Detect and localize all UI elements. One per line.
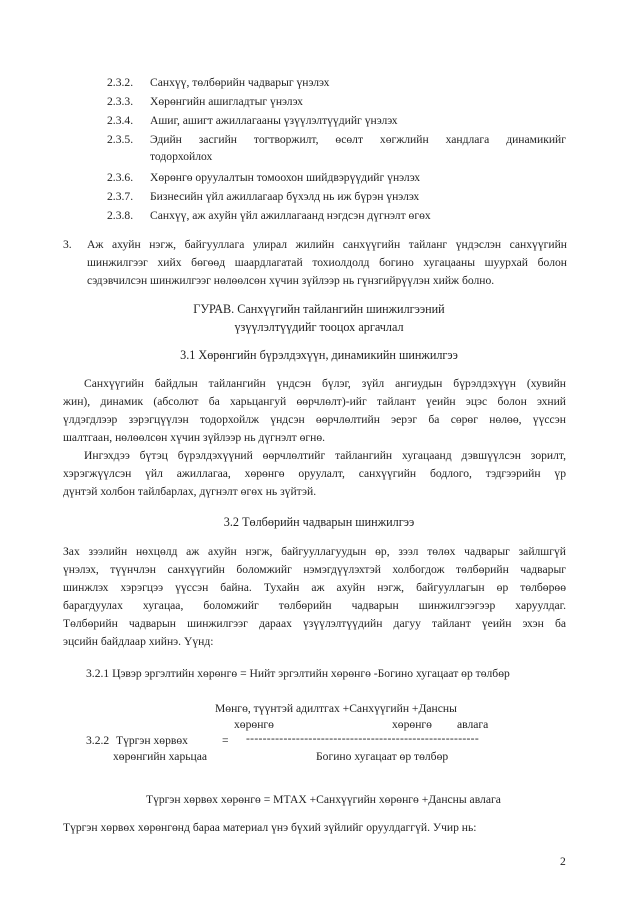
- section-title: 3.1 Хөрөнгийн бүрэлдэхүүн, динамикийн шинжилгээ: [180, 348, 458, 362]
- paragraph-line: Санхүүгийн байдлын тайлангийн үндсэн бүлэг, зүйл ангиудын бүрэлдэхүүн (хувийн: [84, 377, 566, 390]
- chapter-subtitle: үзүүлэлтүүдийг тооцох аргачлал: [234, 320, 404, 334]
- paragraph-line: шинжилгээг хийх бөгөөд шаардлагатай тохиолдолд богино хугацааны шуурхай болон: [87, 256, 567, 269]
- toc-item: Санхүү, төлбөрийн чадварыг үнэлэх: [150, 76, 330, 89]
- paragraph-line: хэрэгжүүлсэн үйл ажиллагаа, хөрөнгө оруулалт, санхүүгийн бодлого, тэдгээрийн үр: [63, 467, 566, 480]
- chapter-title: ГУРАВ. Санхүүгийн тайлангийн шинжилгээний: [193, 302, 445, 316]
- paragraph-line: жин), динамик (абсолют ба харьцангуй өөрчлөлт)-ийг тайлант үеийн эцэс болон эхний: [63, 395, 566, 408]
- page-number: 2: [560, 855, 566, 868]
- toc-item: Бизнесийн үйл ажиллагаар бүхэлд нь иж бүрэн үнэлэх: [150, 190, 420, 203]
- toc-item: Хөрөнгийн ашигладтыг үнэлэх: [150, 95, 303, 108]
- formula-numerator-sub: авлага: [457, 718, 489, 731]
- toc-number: 2.3.3.: [107, 95, 134, 108]
- toc-number: 2.3.8.: [107, 209, 134, 222]
- toc-item: Санхүү, аж ахуйн үйл ажиллагаанд нэгдсэн дүгнэлт өгөх: [150, 209, 431, 222]
- formula-fraction-line: --------------------------------------------------------: [246, 732, 480, 745]
- toc-number: 2.3.6.: [107, 171, 134, 184]
- toc-number: 2.3.7.: [107, 190, 134, 203]
- paragraph-line: шалтгаан, нөлөөлсөн хүчин зүйлээр нь дүгнэлт өгнө.: [63, 431, 326, 444]
- paragraph-line: сэдэвчилсэн шинжилгээг нөлөөлсөн хүчин зүйлээр нь гүнзгийрүүлэн хийж болно.: [87, 274, 495, 287]
- paragraph-line: Ингэхдээ бүтэц бүрэлдэхүүний өөрчлөлтийг тайлангийн хугацаанд дэвшүүлсэн зорилт,: [84, 449, 566, 462]
- section-title: 3.2 Төлбөрийн чадварын шинжилгээ: [223, 515, 415, 529]
- toc-item: Ашиг, ашигт ажиллагааны үзүүлэлтүүдийг үнэлэх: [150, 114, 398, 127]
- paragraph-line: эцсийн байдлаар хийнэ. Үүнд:: [63, 635, 214, 648]
- paragraph-line: дүнтэй холбон тайлбарлах, дүгнэлт өгөх нь зүйтэй.: [63, 485, 317, 498]
- formula-denominator: Богино хугацаат өр төлбөр: [316, 750, 449, 763]
- paragraph-line: Аж ахуйн нэгж, байгууллага улирал жилийн санхүүгийн тайланг үндэслэн санхүүгийн: [87, 238, 567, 251]
- paragraph-line: Зах зээлийн нөхцөлд аж ахуйн нэгж, байгууллагуудын өр, зээл төлөх чадварыг зайлшгүй: [63, 545, 566, 558]
- formula-net-working-capital: 3.2.1 Цэвэр эргэлтийн хөрөнгө = Нийт эргэлтийн хөрөнгө -Богино хугацаат өр төлбөр: [86, 667, 510, 680]
- paragraph-line: шинжлэх хэрэгцээ үүссэн байна. Тухайн аж ахуйн нэгж, байгууллагын өр төлбөрөө: [63, 581, 566, 594]
- toc-number: 2.3.2.: [107, 76, 134, 89]
- formula-quick-assets: Түргэн хөрвөх хөрөнгө = МТАХ +Санхүүгийн хөрөнгө +Дансны авлага: [146, 793, 501, 806]
- paragraph-line: Түргэн хөрвөх хөрөнгөнд бараа материал үнэ бүхий зүйлийг оруулдаггүй. Учир нь:: [63, 821, 477, 834]
- formula-label: Түргэн хөрвөх: [116, 734, 188, 747]
- toc-number: 2.3.5.: [107, 133, 134, 146]
- formula-equals: =: [222, 734, 229, 747]
- formula-numerator: Мөнгө, түүнтэй адилтгах +Санхүүгийн +Дансны: [215, 702, 457, 715]
- paragraph-line: үлдэгдлээр зэрэгцүүлэн тодорхойлж үндсэн өөрчлөлтийн эерэг ба сөрөг нөлөө, үүссэн: [63, 413, 566, 426]
- toc-number: 2.3.4.: [107, 114, 134, 127]
- formula-numerator-sub: хөрөнгө: [392, 718, 432, 731]
- list-number: 3.: [63, 238, 72, 251]
- formula-numerator-sub: хөрөнгө: [234, 718, 274, 731]
- paragraph-line: үнэлэх, түүнчлэн санхүүгийн боломжийг нэмэгдүүлэхтэй холбогдож төлбөрийн чадварыг: [63, 563, 566, 576]
- formula-label: хөрөнгийн харьцаа: [113, 750, 208, 763]
- toc-item: Хөрөнгө оруулалтын томоохон шийдвэрүүдийг үнэлэх: [150, 171, 421, 184]
- toc-item-continuation: тодорхойлох: [150, 150, 213, 163]
- formula-number: 3.2.2: [86, 734, 110, 747]
- paragraph-line: барагдуулах хугацаа, боломжийг төлбөрийн чадварын шинжилгээгээр харуулдаг.: [63, 599, 566, 612]
- toc-item: Эдийн засгийн тогтворжилт, өсөлт хөгжлийн хандлага динамикийг: [150, 133, 566, 146]
- paragraph-line: Төлбөрийн чадварын шинжилгээг дараах үзүүлэлтүүдийн дагуу тайлант үеийн эхэн ба: [63, 617, 566, 630]
